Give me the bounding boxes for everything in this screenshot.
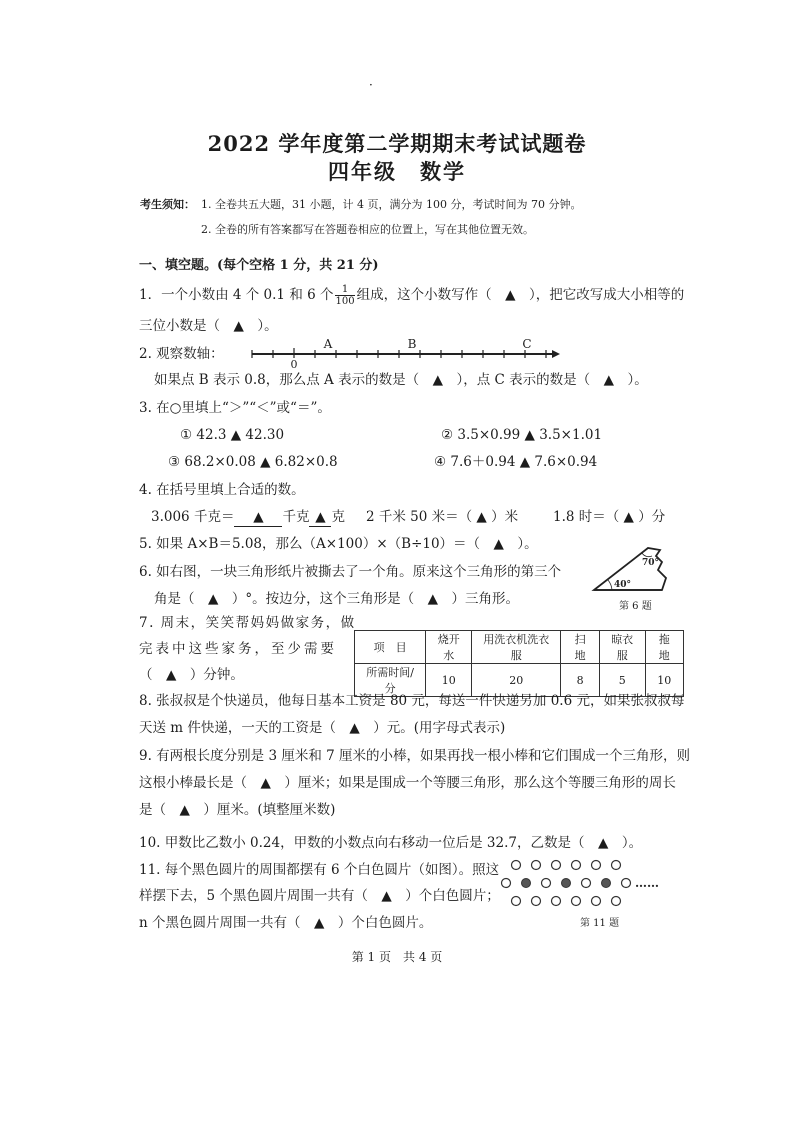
figure-6-caption: 第 6 题	[619, 601, 652, 612]
q4-part-c: 克	[331, 509, 345, 525]
table-header-cell: 项 目	[355, 631, 426, 664]
table-cell: 所需时间/分	[355, 664, 426, 697]
question-7-line-1: 7. 周末，笑笑帮妈妈做家务，做	[139, 615, 356, 631]
table-header-cell: 晾衣服	[599, 631, 645, 664]
question-11-line-2: 样摆下去，5 个黑色圆片周围一共有（ ▲ ）个白色圆片；	[139, 888, 500, 904]
question-5: 5. 如果 A×B＝5.08，那么（A×100）×（B÷10）＝（ ▲ ）。	[139, 536, 538, 552]
question-9-line-1: 9. 有两根长度分别是 3 厘米和 7 厘米的小棒，如果再找一根小棒和它们围成一个三角形，则	[139, 748, 691, 764]
question-8-line-2: 天送 m 件快递，一天的工资是（ ▲ ）元。(用字母式表示)	[139, 720, 506, 736]
question-6-line-1: 6. 如右图，一块三角形纸片被撕去了一个角。原来这个三角形的第三个	[139, 564, 562, 580]
question-11-line-1: 11. 每个黑色圆片的周围都摆有 6 个白色圆片（如图）。照这	[139, 862, 500, 878]
disc-pattern-figure	[500, 856, 659, 912]
question-1-line-2: 三位小数是（ ▲ ）。	[139, 318, 278, 334]
exam-subtitle: 四年级 数学	[328, 159, 466, 184]
point-a-label: A	[323, 337, 333, 351]
q3-item-2: ② 3.5×0.99 ▲ 3.5×1.01	[441, 427, 603, 443]
table-cell: 20	[472, 664, 561, 697]
section-heading: 一、填空题。(每个空格 1 分，共 21 分)	[139, 258, 379, 273]
table-cell: 10	[426, 664, 472, 697]
notice-line-2: 2. 全卷的所有答案都写在答题卷相应的位置上，写在其他位置无效。	[201, 223, 534, 236]
torn-triangle-figure	[590, 538, 680, 598]
page-footer: 第 1 页 共 4 页	[351, 950, 443, 964]
table-cell: 8	[561, 664, 599, 697]
q4-part-d: 2 千米 50 米＝（ ▲ ）米	[366, 509, 519, 525]
point-b-label: B	[407, 337, 417, 351]
question-3: 3. 在○里填上“＞”“＜”或“＝”。	[139, 400, 331, 416]
figure-11-caption: 第 11 题	[580, 918, 620, 929]
exam-title: 2022 学年度第二学期期末考试试题卷	[207, 131, 587, 156]
q4-part-a: 3.006 千克＝	[151, 509, 235, 525]
notice-label: 考生须知：	[140, 198, 195, 211]
question-4: 4. 在括号里填上合适的数。	[139, 482, 305, 498]
q1-text-a: 1．一个小数由 4 个 0.1 和 6 个	[139, 287, 334, 303]
question-9-line-3: 是（ ▲ ）厘米。(填整厘米数)	[139, 802, 336, 818]
q4-part-b: 千克	[282, 509, 310, 525]
question-11-line-3: n 个黑色圆片周围一共有（ ▲ ）个白色圆片。	[139, 915, 433, 931]
chores-table	[354, 630, 684, 697]
q1-fraction	[335, 284, 354, 307]
q1-frac-den: 100	[335, 296, 355, 307]
question-9-line-2: 这根小棒最长是（ ▲ ）厘米；如果是围成一个等腰三角形，那么这个等腰三角形的周长	[139, 775, 676, 791]
table-cell: 5	[599, 664, 645, 697]
table-cell: 10	[645, 664, 683, 697]
table-header-cell: 烧开水	[426, 631, 472, 664]
question-7-line-2: 完表中这些家务，至少需要	[139, 641, 337, 657]
angle-70-label: 70°	[642, 558, 660, 568]
pattern-ellipsis: ……	[635, 876, 659, 890]
question-8-line-1: 8. 张叔叔是个快递员，他每日基本工资是 80 元，每送一件快递另加 0.6 元，如果张叔叔每	[139, 693, 685, 709]
point-c-label: C	[522, 337, 532, 351]
angle-40-label: 40°	[614, 580, 632, 590]
q4-blank-1: ▲	[234, 508, 282, 527]
q4-part-e: 1.8 时＝（ ▲ ）分	[553, 509, 666, 525]
question-2-label: 2. 观察数轴：	[139, 346, 224, 362]
question-7-line-3: （ ▲ ）分钟。	[139, 667, 244, 683]
question-6-line-2: 角是（ ▲ ）°。按边分，这个三角形是（ ▲ ）三角形。	[154, 591, 520, 607]
question-2-line-2: 如果点 B 表示 0.8，那么点 A 表示的数是（ ▲ ），点 C 表示的数是（ ▲ ）。	[154, 372, 648, 388]
number-line	[246, 336, 566, 372]
header-dot: ·	[369, 78, 373, 92]
q1-text-b: 组成，这个小数写作（ ▲ ），把它改写成大小相等的	[356, 287, 685, 303]
q3-item-4: ④ 7.6＋0.94 ▲ 7.6×0.94	[434, 454, 598, 470]
table-header-row	[355, 631, 684, 664]
number-line-zero: 0	[290, 358, 298, 371]
q3-item-3: ③ 68.2×0.08 ▲ 6.82×0.8	[168, 454, 338, 470]
question-4-items	[151, 508, 345, 527]
question-10: 10. 甲数比乙数小 0.24，甲数的小数点向右移动一位后是 32.7，乙数是（ ▲ ）。	[139, 835, 643, 851]
q1-frac-num: 1	[335, 284, 354, 296]
question-1	[139, 284, 684, 307]
notice-line-1: 1. 全卷共五大题，31 小题，计 4 页，满分为 100 分，考试时间为 70 分钟。	[201, 198, 582, 211]
table-header-cell: 拖 地	[645, 631, 683, 664]
q4-blank-2: ▲	[309, 508, 331, 527]
table-header-cell: 用洗衣机洗衣服	[472, 631, 561, 664]
q3-item-1: ① 42.3 ▲ 42.30	[180, 427, 285, 443]
table-header-cell: 扫 地	[561, 631, 599, 664]
